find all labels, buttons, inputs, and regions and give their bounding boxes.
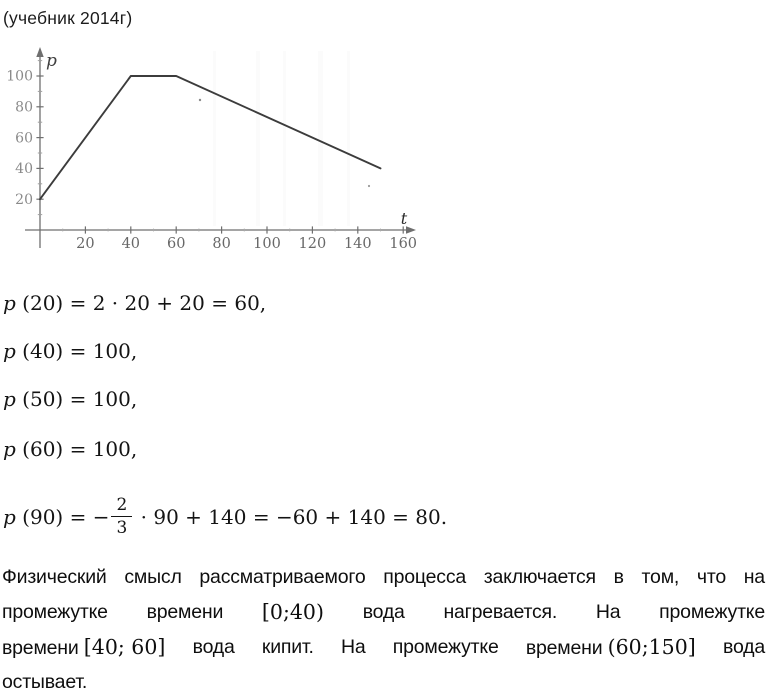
x-tick-label: 140 bbox=[343, 236, 372, 252]
scan-streak bbox=[256, 51, 260, 226]
text-segment: том, bbox=[641, 566, 680, 588]
text-segment: промежутке bbox=[392, 636, 499, 658]
formula-line bbox=[3, 291, 266, 315]
text-segment: вода bbox=[362, 601, 405, 623]
scan-streak bbox=[347, 51, 350, 226]
paragraph-line bbox=[2, 560, 765, 595]
formula-text: (50) = 100, bbox=[15, 387, 138, 411]
text-segment: На bbox=[595, 601, 621, 623]
text-segment: промежутке bbox=[2, 601, 108, 623]
x-axis-label: t bbox=[400, 209, 408, 228]
word bbox=[659, 595, 765, 630]
word bbox=[596, 595, 621, 630]
axis-x-arrow bbox=[406, 226, 416, 234]
text-segment: процесса bbox=[383, 566, 467, 588]
formula-text: (90) = − bbox=[15, 505, 110, 529]
word bbox=[484, 560, 596, 595]
word bbox=[723, 630, 765, 665]
x-tick-label: 20 bbox=[76, 236, 95, 252]
word bbox=[199, 560, 365, 595]
word bbox=[2, 560, 107, 595]
scan-speck bbox=[199, 99, 201, 101]
fraction-numerator: 2 bbox=[111, 496, 132, 518]
paragraph-line bbox=[2, 595, 765, 630]
word bbox=[383, 560, 466, 595]
word bbox=[744, 560, 765, 595]
text-segment: вода bbox=[723, 636, 765, 658]
text-segment: Физический bbox=[2, 566, 107, 588]
math-interval: (60;150] bbox=[607, 635, 696, 659]
word bbox=[262, 630, 314, 665]
text-segment: промежутке bbox=[659, 601, 765, 623]
formula-var: p bbox=[3, 437, 16, 461]
text-segment: времени bbox=[2, 637, 84, 659]
axis-y-arrow bbox=[36, 47, 43, 57]
fraction bbox=[111, 496, 132, 539]
text-segment: времени bbox=[525, 637, 608, 659]
x-tick-label: 60 bbox=[166, 236, 186, 252]
x-tick-label: 100 bbox=[253, 236, 281, 252]
text-segment: заключается bbox=[483, 566, 596, 588]
chart bbox=[0, 45, 432, 261]
y-tick-label: 80 bbox=[15, 99, 33, 116]
text-segment: вода bbox=[192, 636, 235, 658]
scan-streak bbox=[213, 51, 216, 226]
word bbox=[2, 671, 87, 693]
text-segment: остывает. bbox=[2, 671, 88, 693]
text-segment: времени bbox=[146, 601, 224, 623]
fraction-denominator: 3 bbox=[116, 518, 128, 539]
word bbox=[262, 595, 324, 630]
text-segment: На bbox=[340, 636, 366, 658]
y-axis-label: p bbox=[46, 51, 57, 71]
formula-text: (20) = 2 · 20 + 20 = 60, bbox=[15, 291, 267, 315]
page-title: (учебник 2014г) bbox=[3, 8, 133, 28]
formula-text: (40) = 100, bbox=[15, 339, 138, 363]
formula-var: p bbox=[3, 291, 16, 315]
word bbox=[341, 630, 366, 665]
word bbox=[363, 595, 405, 630]
word bbox=[2, 595, 108, 630]
data-curve bbox=[40, 76, 381, 199]
scan-streak bbox=[283, 51, 286, 226]
text-segment: нагревается. bbox=[443, 601, 558, 623]
text-segment: что bbox=[696, 566, 726, 588]
scan-streak bbox=[318, 51, 323, 226]
math-interval: [40; 60] bbox=[83, 635, 166, 659]
word bbox=[526, 630, 696, 665]
formula-line bbox=[3, 488, 447, 546]
text-segment: в bbox=[613, 566, 624, 588]
math-interval: [0;40) bbox=[261, 600, 324, 624]
x-tick-label: 160 bbox=[389, 236, 418, 252]
formula-text: (60) = 100, bbox=[15, 437, 138, 461]
word bbox=[2, 630, 165, 665]
formula-line bbox=[3, 387, 137, 411]
y-tick-label: 20 bbox=[15, 191, 33, 208]
formula-var: p bbox=[3, 505, 16, 529]
x-tick-label: 120 bbox=[298, 236, 327, 252]
x-tick-label: 40 bbox=[121, 236, 141, 252]
formula-var: p bbox=[3, 387, 16, 411]
y-tick-label: 100 bbox=[6, 68, 33, 85]
y-tick-label: 60 bbox=[15, 130, 33, 147]
chart-canvas bbox=[0, 45, 432, 261]
scan-speck bbox=[368, 185, 370, 187]
text-segment: на bbox=[743, 566, 765, 588]
paragraph-line bbox=[2, 630, 765, 665]
word bbox=[443, 595, 557, 630]
paragraph-line bbox=[2, 665, 765, 700]
word bbox=[614, 560, 624, 595]
word bbox=[193, 630, 235, 665]
formula-line bbox=[3, 437, 137, 461]
text-segment: рассматриваемого bbox=[199, 566, 366, 588]
word bbox=[642, 560, 680, 595]
x-tick-label: 80 bbox=[212, 236, 231, 252]
formula-var: p bbox=[3, 339, 16, 363]
formula-text: · 90 + 140 = −60 + 140 = 80. bbox=[134, 505, 448, 529]
y-tick-label: 40 bbox=[15, 161, 33, 178]
word bbox=[393, 630, 499, 665]
word bbox=[124, 560, 181, 595]
formula-line bbox=[3, 339, 137, 363]
text-segment: смысл bbox=[124, 566, 182, 588]
word bbox=[697, 560, 726, 595]
word bbox=[147, 595, 224, 630]
text-segment: кипит. bbox=[261, 636, 314, 658]
